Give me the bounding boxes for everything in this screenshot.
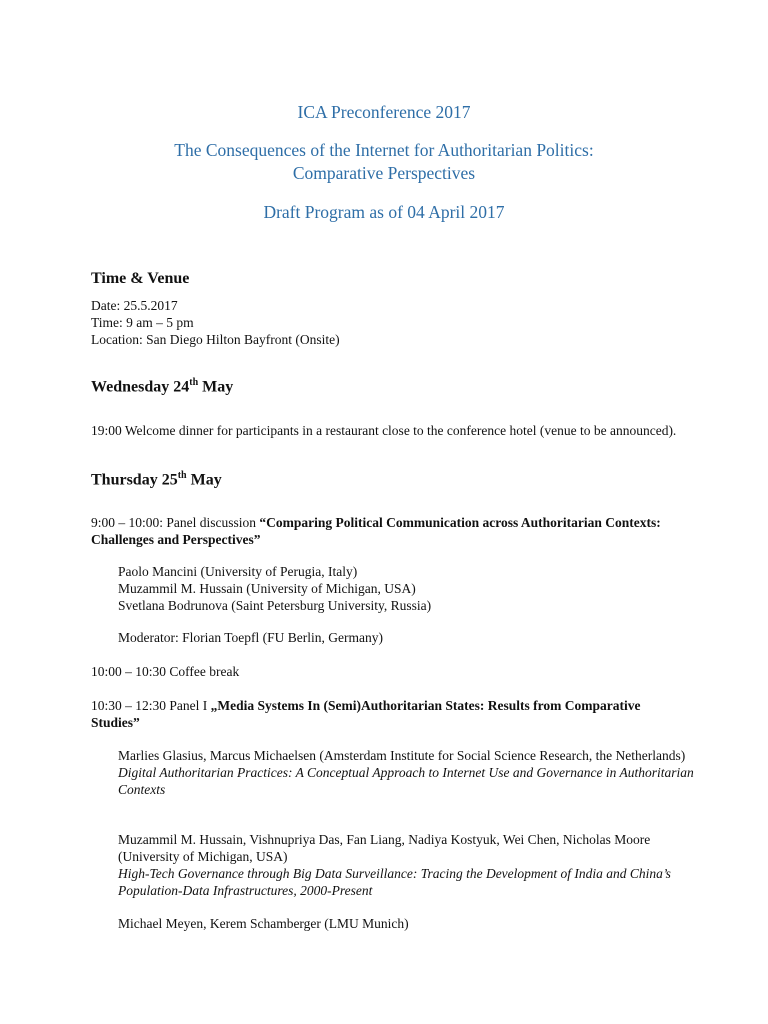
venue-details <box>91 297 691 348</box>
speaker: Svetlana Bodrunova (Saint Petersburg University, Russia) <box>118 598 432 613</box>
paper-title: Digital Authoritarian Practices: A Conceptual Approach to Internet Use and Governance in Authoritarian Contexts <box>118 765 694 797</box>
paper-authors: Marlies Glasius, Marcus Michaelsen (Amsterdam Institute for Social Science Research, the Netherlands) <box>118 748 686 763</box>
panel-discussion-item <box>91 514 691 548</box>
speaker: Paolo Mancini (University of Perugia, Italy) <box>118 564 358 579</box>
venue-time: Time: 9 am – 5 pm <box>91 315 194 330</box>
conference-subtitle-line1: The Consequences of the Internet for Authoritarian Politics: <box>174 140 594 160</box>
conference-title: ICA Preconference 2017 <box>297 102 471 122</box>
panel-discussion-title: “Comparing Political Communication across Authoritarian Contexts: Challenges and Perspectives” <box>91 515 661 547</box>
paper-entry <box>118 747 696 798</box>
welcome-dinner-item: 19:00 Welcome dinner for participants in a restaurant close to the conference hotel (venue to be announced). <box>91 423 677 438</box>
thursday-heading: Thursday 25th May <box>91 470 222 489</box>
conference-subtitle-line2: Comparative Perspectives <box>292 163 476 183</box>
paper-entry <box>118 831 696 899</box>
paper-authors: Muzammil M. Hussain, Vishnupriya Das, Fan Liang, Nadiya Kostyuk, Wei Chen, Nicholas Moore (University of Michigan, USA) <box>118 832 651 864</box>
coffee-break-item: 10:00 – 10:30 Coffee break <box>91 664 240 679</box>
panel-discussion-speakers <box>118 563 696 614</box>
venue-date: Date: 25.5.2017 <box>91 298 178 313</box>
venue-location: Location: San Diego Hilton Bayfront (Onsite) <box>91 332 340 347</box>
panel1-time: 10:30 – 12:30 Panel I <box>91 698 211 713</box>
panel1-title: „Media Systems In (Semi)Authoritarian States: Results from Comparative Studies” <box>91 698 641 730</box>
paper-entry <box>118 915 696 932</box>
time-venue-heading: Time & Venue <box>91 270 190 287</box>
wednesday-heading: Wednesday 24th May <box>91 377 234 396</box>
panel1-item <box>91 697 691 731</box>
paper-authors: Michael Meyen, Kerem Schamberger (LMU Munich) <box>118 916 409 931</box>
draft-program-date: Draft Program as of 04 April 2017 <box>263 202 505 222</box>
moderator: Moderator: Florian Toepfl (FU Berlin, Germany) <box>118 630 383 645</box>
paper-title: High-Tech Governance through Big Data Surveillance: Tracing the Development of India and China’s Population-Data Infrastructures, 2000-Present <box>118 866 671 898</box>
panel-discussion-time: 9:00 – 10:00: Panel discussion <box>91 515 260 530</box>
speaker: Muzammil M. Hussain (University of Michigan, USA) <box>118 581 416 596</box>
